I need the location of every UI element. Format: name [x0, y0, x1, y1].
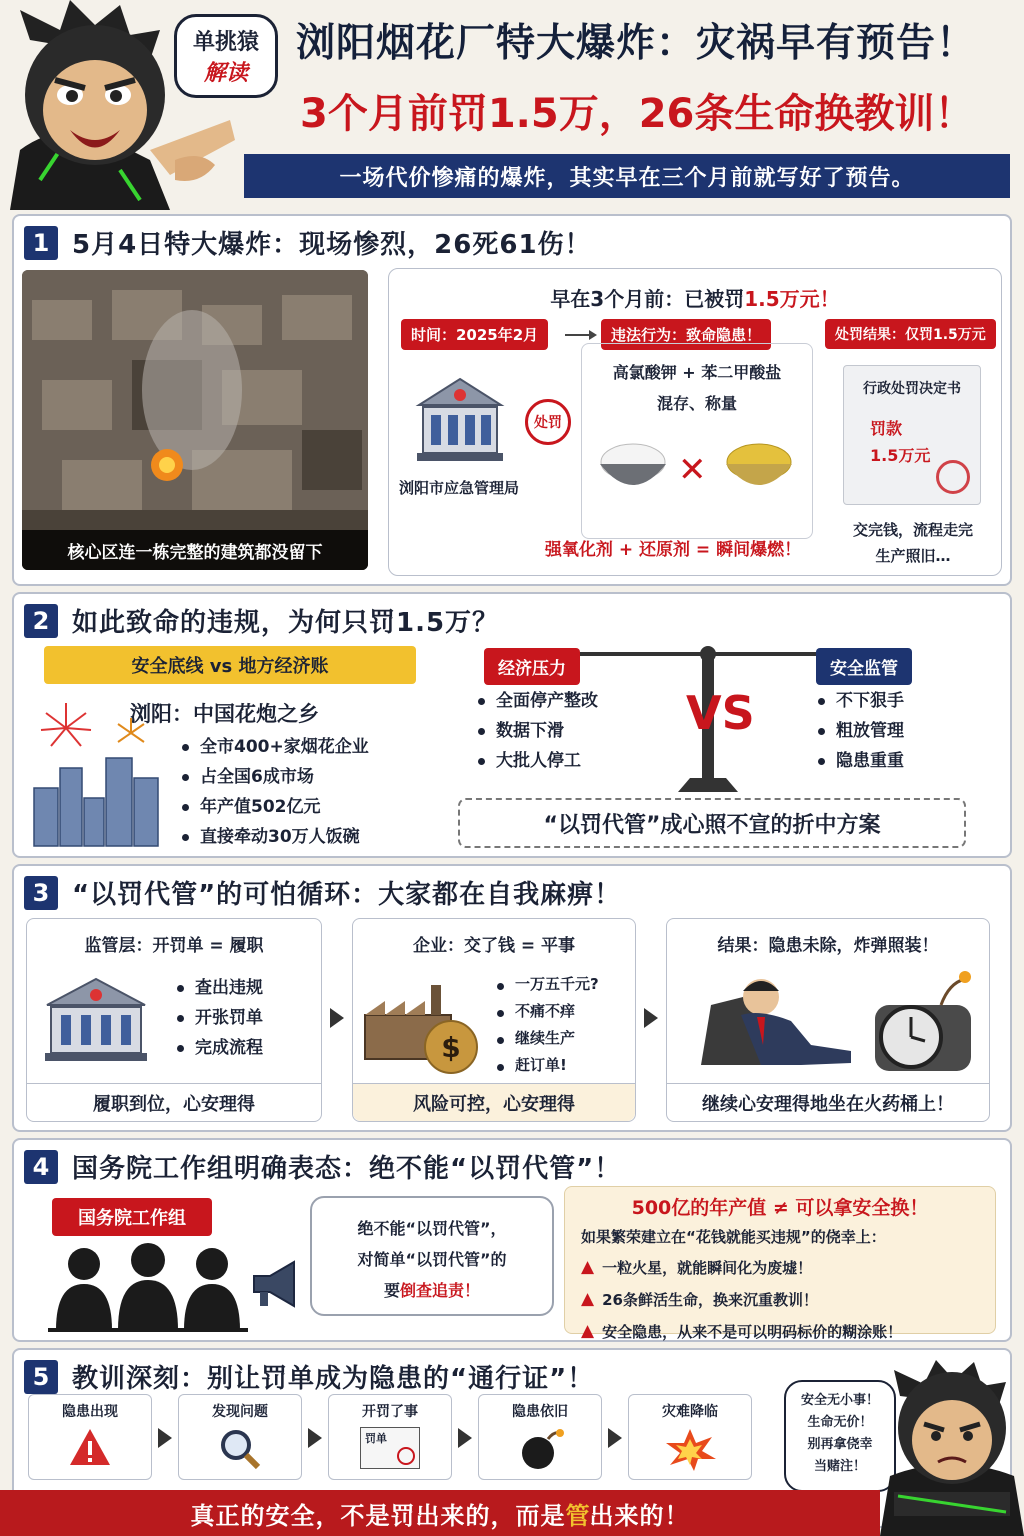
agency-label: 浏阳市应急管理局 [399, 479, 520, 497]
flow-step-fine [328, 1394, 452, 1480]
list-item: 全市400+家烟花企业 [178, 732, 369, 762]
list-item: 大批人停工 [474, 746, 598, 776]
subtitle-banner [244, 154, 1010, 198]
economic-pressure-list [474, 686, 598, 776]
violation-box [581, 343, 813, 539]
red-seal-icon [936, 460, 970, 494]
list-item: 继续生产 [493, 1025, 599, 1052]
section-2 [12, 592, 1012, 858]
result-box [666, 918, 990, 1122]
work-group-chip: 国务院工作组 [52, 1198, 212, 1236]
flow-step-discover [178, 1394, 302, 1480]
section-number: 4 [24, 1150, 58, 1184]
chip-result: 处罚结果：仅罚1.5万元 [825, 319, 996, 349]
enterprise-footer: 风险可控，心安理得 [353, 1083, 635, 1121]
footer-text-a: 真正的安全，不是罚出来的，而是 [190, 1501, 566, 1530]
regulator-box [26, 918, 322, 1122]
list-item: 全面停产整改 [474, 686, 598, 716]
arrow-icon [330, 1008, 344, 1028]
statement-line1: 绝不能“以罚代管”， [357, 1219, 507, 1238]
flow-step-hazard [28, 1394, 152, 1480]
economic-pressure-chip: 经济压力 [484, 648, 580, 685]
warning-title: 500亿的年产值 ≠ 可以拿安全换！ [631, 1197, 929, 1219]
arrow-icon [644, 1008, 658, 1028]
list-item: 数据下滑 [474, 716, 598, 746]
warning-panel [564, 1186, 996, 1341]
list-item: 年产值502亿元 [178, 792, 369, 822]
compromise-text: “以罚代管”成心照不宣的折中方案 [543, 812, 881, 838]
statement-line3 [312, 1278, 552, 1301]
statement-bubble [310, 1196, 554, 1316]
headline-2: 3个月前罚1.5万，26条生命换教训！ [300, 91, 975, 137]
explosion-icon [629, 1427, 751, 1475]
warning-subtitle: 如果繁荣建立在“花钱就能买违规”的侥幸上： [581, 1228, 886, 1246]
government-building-icon [41, 975, 151, 1069]
section-number: 1 [24, 226, 58, 260]
note-line-1: 交完钱，流程走完 [852, 521, 973, 539]
chemicals-action: 混存、称量 [656, 394, 737, 413]
bubble-line: 别再拿侥幸 [807, 1437, 873, 1452]
statement-line2: 对简单“以罚代管”的 [357, 1250, 507, 1269]
economy-vs-safety-banner [44, 646, 416, 684]
list-item: 一万五千元? [493, 971, 599, 998]
flow-step-label: 发现问题 [212, 1404, 268, 1420]
warning-triangle-icon: ▲ [581, 1289, 595, 1309]
safety-regulation-chip: 安全监管 [816, 648, 912, 685]
city-facts-list [178, 732, 369, 852]
officials-silhouette-icon [48, 1240, 248, 1336]
flow-step-label: 隐患依旧 [512, 1404, 568, 1420]
mascot-avatar-arms-crossed [880, 1356, 1024, 1536]
section-title: 国务院工作组明确表态：绝不能“以罚代管”！ [72, 1154, 622, 1184]
yellow-powder-bowl-icon [722, 440, 796, 500]
result-footer: 继续心安理得地坐在火药桶上！ [667, 1083, 989, 1121]
government-building-icon [415, 375, 505, 469]
list-item: 隐患重重 [814, 746, 904, 776]
warning-text: 26条鲜活生命，换来沉重教训！ [602, 1290, 818, 1309]
enterprise-box [352, 918, 636, 1122]
note-line-2: 生产照旧… [875, 547, 951, 565]
warning-item [581, 1251, 995, 1283]
vs-label: VS [686, 686, 755, 740]
list-item: 占全国6成市场 [178, 762, 369, 792]
section-4 [12, 1138, 1012, 1342]
section-number: 2 [24, 604, 58, 638]
penalty-card-title [389, 283, 1001, 312]
penalty-document [843, 365, 981, 505]
list-item: 粗放管理 [814, 716, 904, 746]
section-title: 5月4日特大爆炸：现场惨烈，26死61伤！ [72, 230, 592, 260]
bubble-line: 安全无小事！ [800, 1393, 879, 1408]
warning-text: 一粒火星，就能瞬间化为废墟！ [602, 1258, 813, 1277]
safety-regulation-list [814, 686, 904, 776]
list-item: 开张罚单 [173, 1003, 263, 1033]
bubble-line1: 单挑猿 [192, 30, 259, 55]
photo-caption [22, 530, 368, 570]
arrow-icon [308, 1428, 322, 1448]
footer-text-c: 出来的！ [589, 1501, 690, 1530]
flow-step-disaster [628, 1394, 752, 1480]
flow-step-label: 灾难降临 [662, 1404, 718, 1420]
enterprise-list [493, 971, 599, 1079]
list-item: 赶订单! [493, 1052, 599, 1079]
explosion-photo [22, 270, 368, 570]
footer-text-accent: 管 [565, 1501, 590, 1530]
bubble-line2: 解读 [203, 61, 248, 86]
list-item: 完成流程 [173, 1033, 263, 1063]
cross-icon: ✕ [678, 450, 707, 490]
banner-text: 安全底线 vs 地方经济账 [131, 656, 329, 677]
white-powder-bowl-icon [596, 440, 670, 500]
city-title: 浏阳：中国花炮之乡 [130, 702, 319, 726]
factory-moneybag-icon [361, 975, 485, 1079]
footer-banner [0, 1490, 880, 1536]
list-item: 不痛不痒 [493, 998, 599, 1025]
chip-violation: 违法行为：致命隐患！ [601, 319, 771, 350]
penalty-card [388, 268, 1002, 576]
section-number: 5 [24, 1360, 58, 1394]
compromise-box [458, 798, 966, 848]
list-item: 直接牵动30万人饭碗 [178, 822, 369, 852]
card-title-part: 早在3个月前：已被罚 [550, 287, 745, 311]
list-item: 不下狠手 [814, 686, 904, 716]
relaxed-official-icon [691, 965, 861, 1077]
bubble-line: 生命无价！ [807, 1415, 873, 1430]
flow-step-persist [478, 1394, 602, 1480]
magnifier-icon [179, 1427, 301, 1475]
reaction-formula: 强氧化剂 + 还原剂 = 瞬间爆燃！ [544, 540, 802, 560]
bomb-icon [479, 1427, 601, 1475]
warning-item [581, 1315, 995, 1347]
flow-step-label: 隐患出现 [62, 1404, 118, 1420]
mascot-speech-bubble [174, 14, 278, 98]
svg-text:$: $ [441, 1031, 461, 1064]
section-3 [12, 864, 1012, 1132]
chip-time: 时间：2025年2月 [401, 319, 548, 350]
bubble-line: 当赌注！ [813, 1459, 866, 1474]
ticket-label: 罚单 [365, 1432, 387, 1445]
section-title: 如此致命的违规，为何只罚1.5万？ [72, 608, 500, 638]
section-number: 3 [24, 876, 58, 910]
warning-icon [29, 1427, 151, 1471]
ticket-icon [360, 1427, 420, 1469]
photo-caption-text: 核心区连一栋完整的建筑都没留下 [67, 542, 323, 563]
card-title-amount: 1.5万元！ [744, 287, 840, 311]
list-item: 查出违规 [173, 973, 263, 1003]
subtitle-text: 一场代价惨痛的爆炸，其实早在三个月前就写好了预告。 [339, 165, 915, 191]
document-fine-label: 罚款 [870, 419, 903, 438]
chemicals-line: 高氯酸钾 + 苯二甲酸盐 [612, 363, 782, 382]
stamp-text: 处罚 [534, 415, 562, 431]
regulator-footer: 履职到位，心安理得 [27, 1083, 321, 1121]
warning-list [581, 1251, 995, 1347]
arrow-icon [458, 1428, 472, 1448]
megaphone-icon [248, 1256, 304, 1316]
arrow-icon [158, 1428, 172, 1448]
warning-triangle-icon: ▲ [581, 1321, 595, 1341]
regulator-title: 监管层：开罚单 = 履职 [84, 936, 264, 956]
penalty-stamp-icon [525, 399, 571, 445]
statement-line3-accent: 倒查追责！ [400, 1281, 481, 1300]
document-fine-amount: 1.5万元 [870, 446, 931, 465]
enterprise-title: 企业：交了钱 = 平事 [412, 936, 576, 956]
section-1 [12, 214, 1012, 586]
headline-1: 浏阳烟花厂特大爆炸：灾祸早有预告！ [296, 21, 977, 66]
section-title: 教训深刻：别让罚单成为隐患的“通行证”！ [72, 1364, 595, 1394]
statement-line3-prefix: 要 [383, 1281, 400, 1300]
regulator-list [173, 973, 263, 1063]
warning-item [581, 1283, 995, 1315]
result-title: 结果：隐患未除，炸弹照装！ [717, 936, 939, 956]
warning-triangle-icon: ▲ [581, 1257, 595, 1277]
document-title: 行政处罚决定书 [863, 381, 961, 397]
section-title: “以罚代管”的可怕循环：大家都在自我麻痹！ [72, 880, 622, 910]
flow-step-label: 开罚了事 [362, 1404, 418, 1420]
arrow-icon [608, 1428, 622, 1448]
time-bomb-icon [871, 969, 975, 1081]
warning-text: 安全隐患，从来不是可以明码标价的糊涂账！ [602, 1322, 903, 1341]
